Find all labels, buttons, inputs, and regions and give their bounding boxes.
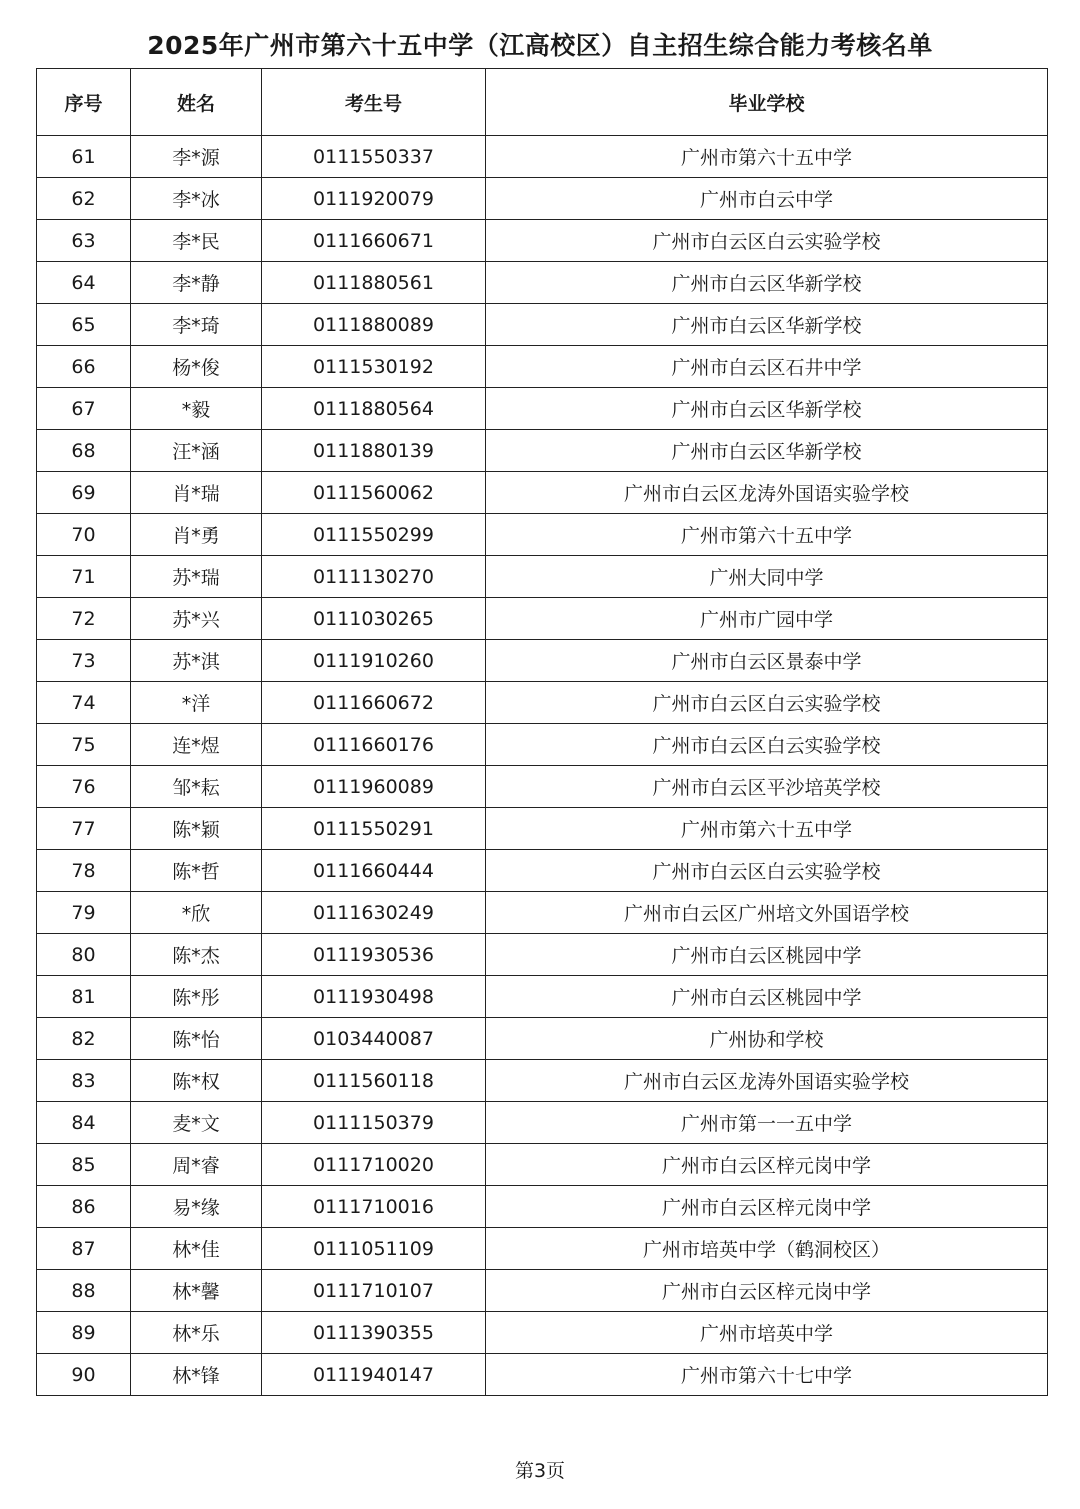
cell-serial-number: 63	[37, 220, 131, 262]
cell-candidate-number: 0111630249	[262, 892, 486, 934]
cell-graduated-school: 广州市白云区梓元岗中学	[486, 1186, 1048, 1228]
cell-serial-number: 68	[37, 430, 131, 472]
table-row	[37, 178, 1048, 220]
cell-name: 林*馨	[131, 1270, 262, 1312]
cell-candidate-number: 0111710107	[262, 1270, 486, 1312]
cell-name: 陈*怡	[131, 1018, 262, 1060]
cell-serial-number: 67	[37, 388, 131, 430]
cell-graduated-school: 广州市白云区广州培文外国语学校	[486, 892, 1048, 934]
table-row	[37, 1102, 1048, 1144]
table-row	[37, 808, 1048, 850]
table-row	[37, 514, 1048, 556]
table-row	[37, 1228, 1048, 1270]
table-row	[37, 1060, 1048, 1102]
cell-graduated-school: 广州市白云区梓元岗中学	[486, 1144, 1048, 1186]
header-candidate-number: 考生号	[262, 69, 486, 136]
page-number: 第3页	[514, 1460, 566, 1482]
cell-candidate-number: 0111560118	[262, 1060, 486, 1102]
cell-serial-number: 81	[37, 976, 131, 1018]
cell-serial-number: 85	[37, 1144, 131, 1186]
cell-candidate-number: 0111960089	[262, 766, 486, 808]
table-row	[37, 1270, 1048, 1312]
cell-name: 杨*俊	[131, 346, 262, 388]
cell-serial-number: 61	[37, 136, 131, 178]
cell-graduated-school: 广州市白云区华新学校	[486, 430, 1048, 472]
cell-graduated-school: 广州大同中学	[486, 556, 1048, 598]
cell-graduated-school: 广州市白云区华新学校	[486, 262, 1048, 304]
cell-serial-number: 80	[37, 934, 131, 976]
cell-candidate-number: 0111880561	[262, 262, 486, 304]
cell-name: 李*静	[131, 262, 262, 304]
cell-name: 林*佳	[131, 1228, 262, 1270]
cell-serial-number: 76	[37, 766, 131, 808]
cell-serial-number: 83	[37, 1060, 131, 1102]
table-row	[37, 1144, 1048, 1186]
table-row	[37, 640, 1048, 682]
cell-graduated-school: 广州市白云区华新学校	[486, 304, 1048, 346]
table-row	[37, 934, 1048, 976]
cell-candidate-number: 0111550337	[262, 136, 486, 178]
header-graduated-school: 毕业学校	[486, 69, 1048, 136]
cell-name: 周*睿	[131, 1144, 262, 1186]
cell-name: 李*源	[131, 136, 262, 178]
table-row	[37, 220, 1048, 262]
table-row	[37, 1186, 1048, 1228]
cell-name: 李*冰	[131, 178, 262, 220]
cell-candidate-number: 0111660671	[262, 220, 486, 262]
table-row	[37, 682, 1048, 724]
table-body	[37, 136, 1048, 1396]
table-row	[37, 304, 1048, 346]
cell-candidate-number: 0111550291	[262, 808, 486, 850]
cell-serial-number: 71	[37, 556, 131, 598]
table-row	[37, 1354, 1048, 1396]
cell-candidate-number: 0111660176	[262, 724, 486, 766]
cell-candidate-number: 0111910260	[262, 640, 486, 682]
cell-graduated-school: 广州市第一一五中学	[486, 1102, 1048, 1144]
table-row	[37, 766, 1048, 808]
cell-serial-number: 73	[37, 640, 131, 682]
cell-name: 林*锋	[131, 1354, 262, 1396]
cell-graduated-school: 广州市白云区白云实验学校	[486, 724, 1048, 766]
cell-serial-number: 90	[37, 1354, 131, 1396]
cell-name: 李*琦	[131, 304, 262, 346]
cell-serial-number: 78	[37, 850, 131, 892]
cell-graduated-school: 广州市白云区桃园中学	[486, 934, 1048, 976]
cell-graduated-school: 广州市白云区白云实验学校	[486, 682, 1048, 724]
table-row	[37, 388, 1048, 430]
cell-name: 苏*淇	[131, 640, 262, 682]
cell-name: *洋	[131, 682, 262, 724]
cell-graduated-school: 广州市白云区白云实验学校	[486, 850, 1048, 892]
cell-serial-number: 72	[37, 598, 131, 640]
cell-candidate-number: 0111660672	[262, 682, 486, 724]
cell-candidate-number: 0111051109	[262, 1228, 486, 1270]
cell-serial-number: 64	[37, 262, 131, 304]
cell-candidate-number: 0103440087	[262, 1018, 486, 1060]
cell-candidate-number: 0111150379	[262, 1102, 486, 1144]
cell-serial-number: 86	[37, 1186, 131, 1228]
cell-serial-number: 62	[37, 178, 131, 220]
cell-serial-number: 88	[37, 1270, 131, 1312]
table-row	[37, 262, 1048, 304]
cell-graduated-school: 广州市白云区白云实验学校	[486, 220, 1048, 262]
table-row	[37, 1312, 1048, 1354]
cell-candidate-number: 0111390355	[262, 1312, 486, 1354]
cell-graduated-school: 广州市培英中学	[486, 1312, 1048, 1354]
cell-graduated-school: 广州市第六十七中学	[486, 1354, 1048, 1396]
cell-candidate-number: 0111880564	[262, 388, 486, 430]
cell-serial-number: 84	[37, 1102, 131, 1144]
cell-name: 李*民	[131, 220, 262, 262]
cell-name: 连*煜	[131, 724, 262, 766]
cell-graduated-school: 广州市白云区龙涛外国语实验学校	[486, 472, 1048, 514]
cell-name: 易*缘	[131, 1186, 262, 1228]
cell-graduated-school: 广州市第六十五中学	[486, 808, 1048, 850]
header-serial-number: 序号	[37, 69, 131, 136]
cell-serial-number: 79	[37, 892, 131, 934]
cell-graduated-school: 广州市白云区石井中学	[486, 346, 1048, 388]
cell-graduated-school: 广州市白云区景泰中学	[486, 640, 1048, 682]
roster-table	[36, 68, 1048, 1396]
table-row	[37, 724, 1048, 766]
cell-graduated-school: 广州市白云区桃园中学	[486, 976, 1048, 1018]
cell-serial-number: 65	[37, 304, 131, 346]
cell-graduated-school: 广州市白云中学	[486, 178, 1048, 220]
table-row	[37, 430, 1048, 472]
cell-candidate-number: 0111930536	[262, 934, 486, 976]
cell-name: 肖*勇	[131, 514, 262, 556]
cell-candidate-number: 0111560062	[262, 472, 486, 514]
cell-serial-number: 77	[37, 808, 131, 850]
cell-name: 苏*瑞	[131, 556, 262, 598]
cell-name: 邹*耘	[131, 766, 262, 808]
cell-candidate-number: 0111550299	[262, 514, 486, 556]
cell-name: *毅	[131, 388, 262, 430]
cell-name: 陈*哲	[131, 850, 262, 892]
table-row	[37, 136, 1048, 178]
cell-serial-number: 70	[37, 514, 131, 556]
cell-serial-number: 75	[37, 724, 131, 766]
cell-graduated-school: 广州市培英中学（鹤洞校区）	[486, 1228, 1048, 1270]
cell-name: *欣	[131, 892, 262, 934]
cell-candidate-number: 0111710020	[262, 1144, 486, 1186]
table-row	[37, 850, 1048, 892]
table-row	[37, 1018, 1048, 1060]
table-row	[37, 472, 1048, 514]
table-row	[37, 892, 1048, 934]
cell-name: 陈*杰	[131, 934, 262, 976]
cell-serial-number: 66	[37, 346, 131, 388]
cell-serial-number: 89	[37, 1312, 131, 1354]
cell-name: 汪*涵	[131, 430, 262, 472]
table-row	[37, 556, 1048, 598]
cell-serial-number: 87	[37, 1228, 131, 1270]
cell-name: 陈*彤	[131, 976, 262, 1018]
cell-serial-number: 74	[37, 682, 131, 724]
cell-candidate-number: 0111130270	[262, 556, 486, 598]
cell-name: 麦*文	[131, 1102, 262, 1144]
cell-name: 林*乐	[131, 1312, 262, 1354]
header-name: 姓名	[131, 69, 262, 136]
document-title: 2025年广州市第六十五中学（江高校区）自主招生综合能力考核名单	[147, 31, 933, 60]
cell-serial-number: 82	[37, 1018, 131, 1060]
cell-candidate-number: 0111710016	[262, 1186, 486, 1228]
cell-name: 陈*颖	[131, 808, 262, 850]
cell-candidate-number: 0111940147	[262, 1354, 486, 1396]
cell-candidate-number: 0111920079	[262, 178, 486, 220]
cell-graduated-school: 广州协和学校	[486, 1018, 1048, 1060]
table-row	[37, 976, 1048, 1018]
cell-graduated-school: 广州市白云区华新学校	[486, 388, 1048, 430]
cell-graduated-school: 广州市白云区龙涛外国语实验学校	[486, 1060, 1048, 1102]
table-row	[37, 346, 1048, 388]
cell-graduated-school: 广州市白云区梓元岗中学	[486, 1270, 1048, 1312]
cell-graduated-school: 广州市第六十五中学	[486, 136, 1048, 178]
cell-serial-number: 69	[37, 472, 131, 514]
cell-candidate-number: 0111660444	[262, 850, 486, 892]
cell-candidate-number: 0111880089	[262, 304, 486, 346]
cell-candidate-number: 0111530192	[262, 346, 486, 388]
table-header-row	[37, 69, 1048, 136]
cell-graduated-school: 广州市第六十五中学	[486, 514, 1048, 556]
cell-graduated-school: 广州市白云区平沙培英学校	[486, 766, 1048, 808]
cell-candidate-number: 0111880139	[262, 430, 486, 472]
cell-graduated-school: 广州市广园中学	[486, 598, 1048, 640]
table-row	[37, 598, 1048, 640]
cell-name: 苏*兴	[131, 598, 262, 640]
cell-candidate-number: 0111030265	[262, 598, 486, 640]
cell-name: 肖*瑞	[131, 472, 262, 514]
cell-candidate-number: 0111930498	[262, 976, 486, 1018]
cell-name: 陈*权	[131, 1060, 262, 1102]
